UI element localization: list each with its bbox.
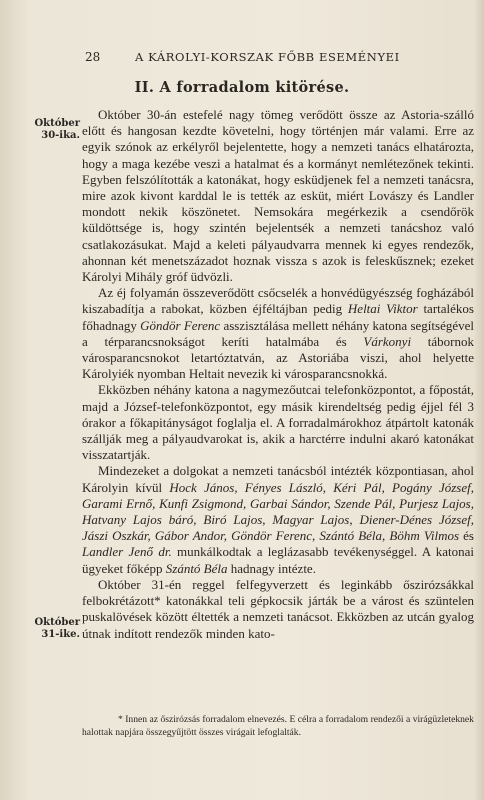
- running-title: A KÁROLYI-KORSZAK FŐBB ESEMÉNYEI: [135, 50, 400, 64]
- page-header: [0, 50, 484, 66]
- margin-note-line: Október: [34, 617, 80, 628]
- person-names-list: Hock János, Fényes László, Kéri Pál, Pogány József, Garami Ernő, Kunfi Zsigmond, Garbai Sándor, Szende Pál, Purjesz Lajos, Hatvany Lajos báró, Biró Lajos, Magyar Lajos, Diener-Dénes József, Jászi Oszkár, Gábor Andor, Göndör Ferenc, Szántó Béla, Böhm Vilmos: [82, 479, 474, 544]
- page-edge-shadow: [474, 0, 484, 800]
- paragraph-text: Mindezeket a dolgokat a nemzeti tanácsból intézték központiasan, ahol Károlyin kívül: [82, 463, 474, 495]
- body-text: [82, 107, 474, 642]
- person-name: Landler Jenő dr.: [82, 544, 172, 560]
- footnote: [82, 713, 474, 739]
- paragraph-text: munkálkodtak a leglázasabb tevékenységgel. A katonai ügyeket főképp: [82, 544, 474, 576]
- paragraph-text: tábornok városparancsnokot letartóztatván, az Astoriába viszi, ahol helyette Károlyiék nyomban Heltait nevezik ki városparancsnokká.: [82, 333, 474, 382]
- margin-note-line: 31-ike.: [41, 629, 80, 640]
- person-name: Heltai Viktor: [347, 301, 418, 317]
- paragraph-text: asszisztálása mellett néhány katona segítségével a térparancsnokságot keríti hatalmába és: [82, 317, 474, 349]
- footnote-text: Innen az őszirózsás forradalom elnevezés. E célra a forradalom rendezői a virágüzleteknek halottak napjára összegyűjtött összes virágait lefoglalták.: [82, 714, 474, 738]
- person-name: Göndör Ferenc: [140, 317, 221, 333]
- paragraph-5: Október 31-én reggel felfegyverzett és leginkább őszirózsákkal felbokrétázott* katonákkal teli gépkocsik járták be a várost és szüntelen puskalövések között éltették a nemzeti tanácsot. Ekközben az utcán gyalog útnak indított rendezők minden kato-: [82, 576, 474, 641]
- paragraph-2: [82, 285, 474, 382]
- paragraph-text: hadnagy intézte.: [227, 560, 316, 576]
- page-number: 28: [85, 50, 101, 64]
- person-name: Szántó Béla: [165, 560, 228, 576]
- paragraph-4: [82, 463, 474, 576]
- section-title: II. A forradalom kitörése.: [134, 79, 350, 96]
- person-name: Várkonyi: [363, 333, 412, 349]
- footnote-marker: *: [118, 714, 123, 725]
- margin-note-october-31: [30, 617, 80, 641]
- paragraph-3: Ekközben néhány katona a nagymezőutcai telefonközpontot, a főpostát, majd a József-telefonközpontot, egy másik kirendeltség pedig éjjel fél 3 órakor a főkapitányságot foglalja el. A forradalmárokhoz átpártolt katonák szállják meg a pályaudvarokat is, akik a harctérre indulni akaró katonákat visszatartják.: [82, 382, 474, 463]
- margin-note-october-30: [30, 118, 80, 142]
- paragraph-1: Október 30-án estefelé nagy tömeg verődött össze az Astoria-szálló előtt és hangosan kezdte követelni, hogy történjen már valami. Erre az egyik szónok az erkélyről bejelentette, hogy a nemzeti tanács elhatározta, hogy a maga kezébe veszi a hatalmat és a kormányt nemlétezőnek tekinti. Egyben felszólították a katonákat, hogy esküdjenek fel a nemzeti tanácsra, mire azok kivont karddal le is tették az esküt, miért Lovászy és Landler mondott nekik köszönetet. Nemsokára megérkezik a csendőrök küldöttsége is, hogy szintén bejelentsék a nemzeti tanácshoz való csatlakozásukat. Majd a keleti pályaudvarra mennek ki egyes rendezők, ahonnan két menetszázadot hoznak vissza s azok is feleskűsznek; ezeket Károlyi Mihály gróf üdvözli.: [82, 107, 474, 285]
- paragraph-text: és: [459, 528, 474, 544]
- margin-note-line: Október: [34, 118, 80, 129]
- paragraph-text: Az éj folyamán összeverődött csőcselék a honvédügyészség fogházából kiszabadítja a rabokat, közben éjféltájban pedig: [82, 285, 474, 317]
- margin-note-line: 30-ika.: [41, 130, 80, 141]
- paragraph-text: tartalékos főhadnagy: [82, 301, 474, 333]
